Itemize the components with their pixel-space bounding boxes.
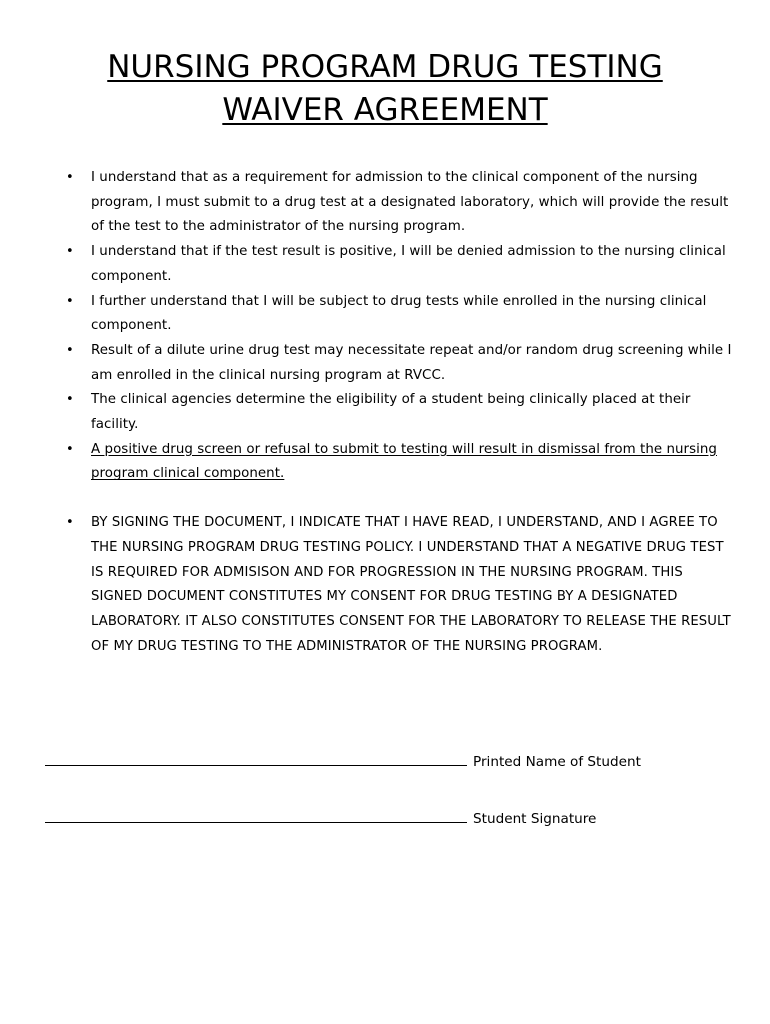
signature-row (45, 809, 745, 829)
bullet-dot: • (66, 244, 74, 260)
bullet-dot: • (66, 342, 74, 358)
bullet-text: I understand that if the test result is positive, I will be denied admission to the nursing clinical component. (91, 244, 726, 284)
bullet-dismissal (0, 438, 770, 487)
policy-bullet-list (0, 166, 770, 659)
bullet-dot: • (66, 170, 74, 185)
bullet-text: I understand that as a requirement for admission to the clinical component of the nursing program, I must submit to a drug test at a designated laboratory, which will provide the result of the test to the administrator of the nursing program. (91, 170, 729, 235)
bullet-text: A positive drug screen or refusal to submit to testing will result in dismissal from the nursing program clinical component. (91, 441, 717, 482)
bullet-dot: • (66, 392, 74, 408)
printed-name-label: Printed Name of Student (473, 754, 641, 770)
bullet-positive-result (0, 240, 770, 289)
bullet-ongoing-testing (0, 290, 770, 339)
signature-label: Student Signature (473, 811, 597, 827)
bullet-text: BY SIGNING THE DOCUMENT, I INDICATE THAT I HAVE READ, I UNDERSTAND, AND I AGREE TO THE NURSING PROGRAM DRUG TESTING POLICY. I UNDERSTAND THAT A NEGATIVE DRUG TEST IS REQUIRED FOR ADMISISON AND FOR PROGRESSION IN THE NURSING PROGRAM. THIS SIGNED DOCUMENT CONSTITUTES MY CONSENT FOR DRUG TESTING BY A DESIGNATED LABORATORY. IT ALSO CONSTITUTES CONSENT FOR THE LABORATORY TO RELEASE THE RESULT OF MY DRUG TESTING TO THE ADMINISTRATOR OF THE NURSING PROGRAM. (91, 515, 731, 654)
bullet-dot: • (66, 441, 74, 457)
title-line-2: WAIVER AGREEMENT (222, 92, 548, 128)
bullet-dot: • (66, 293, 74, 309)
bullet-dilute-urine (0, 339, 770, 388)
bullet-consent-statement (0, 511, 770, 659)
printed-name-row (45, 752, 745, 772)
bullet-text: Result of a dilute urine drug test may necessitate repeat and/or random drug screening while I am enrolled in the clinical nursing program at RVCC. (91, 342, 732, 383)
bullet-text: The clinical agencies determine the eligibility of a student being clinically placed at their facility. (91, 392, 691, 433)
bullet-dot: • (66, 515, 74, 531)
signature-line[interactable] (45, 810, 467, 823)
printed-name-line[interactable] (45, 753, 467, 766)
title-line-1: NURSING PROGRAM DRUG TESTING (107, 49, 663, 85)
document-title (0, 46, 770, 132)
bullet-admission-requirement (0, 166, 770, 240)
bullet-clinical-agencies (0, 388, 770, 437)
bullet-text: I further understand that I will be subject to drug tests while enrolled in the nursing clinical component. (91, 293, 707, 334)
